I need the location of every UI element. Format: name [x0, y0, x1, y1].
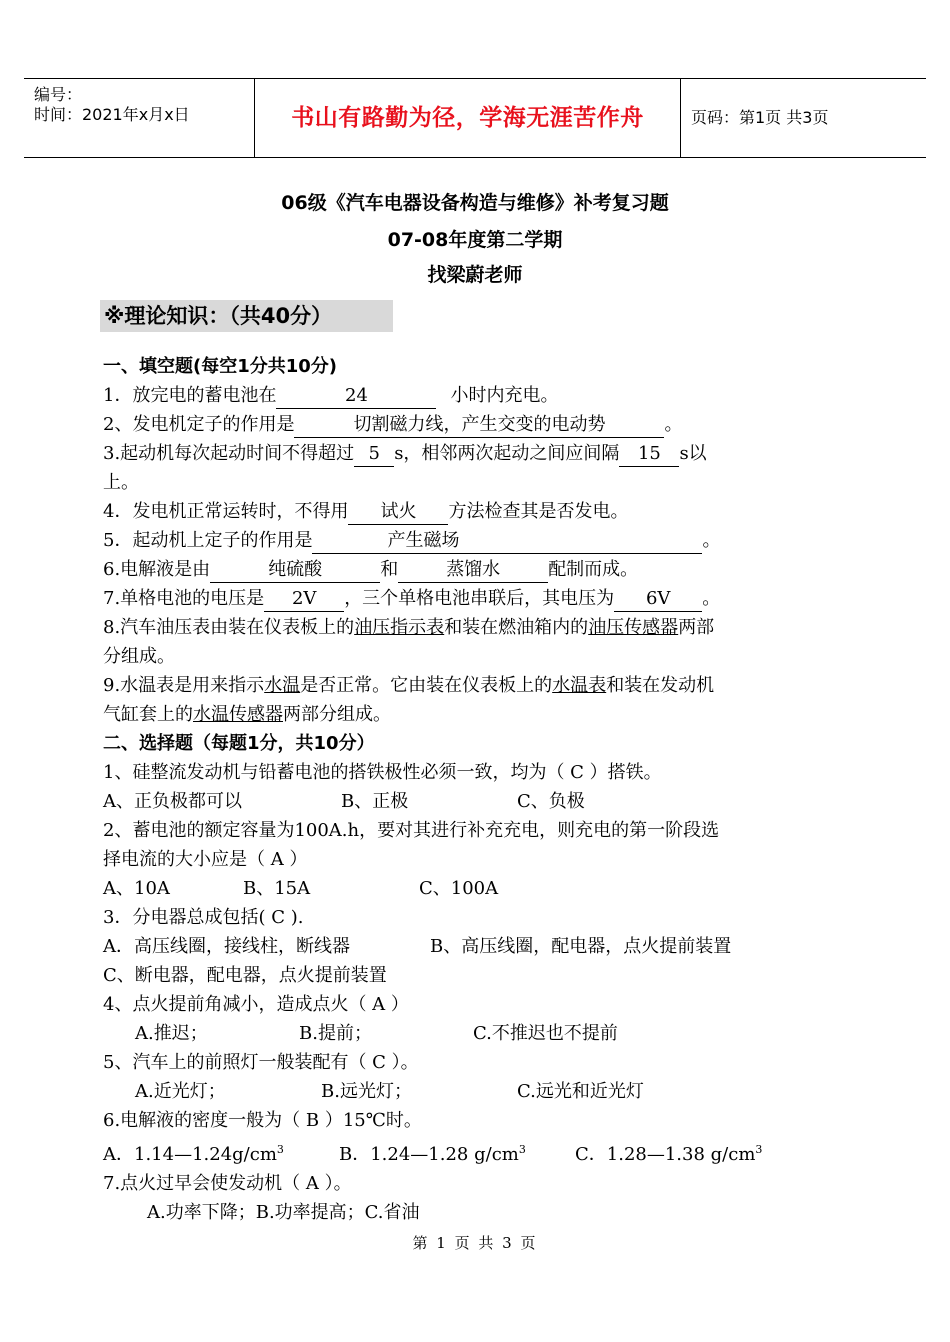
answer-blank: 2V	[264, 587, 344, 612]
choice-q5-options: A.近光灯； B.远光灯； C.远光和近光灯	[135, 1081, 644, 1102]
choice-q6-options: A．$1.14—1.24g/cm^3$ B．1.24—1.28 $g/cm^3$ C．1.28—1.38 $g/cm^3$	[103, 1143, 763, 1165]
answer-underlined: 水温传感器	[193, 704, 283, 725]
answer-underlined: 水温	[264, 675, 301, 696]
answer-blank: 纯硫酸	[210, 558, 380, 583]
doc-subtitle: 07-08年度第二学期	[387, 229, 563, 251]
answer-blank: 5	[354, 442, 394, 467]
doc-title: 06级《汽车电器设备构造与维修》补考复习题	[281, 192, 669, 214]
motto: 书山有路勤为径，学海无涯苦作舟	[291, 105, 644, 131]
choice-q1-options: A、正负极都可以 B、正极 C、负极	[103, 791, 585, 812]
question-content	[103, 352, 855, 1227]
answer-blank: 15	[619, 442, 679, 467]
fill-q7: 7.单格电池的电压是 2V ，三个单格电池串联后，其电压为 6V 。	[103, 584, 855, 613]
page-footer: 第 1 页 共 3 页	[412, 1234, 538, 1252]
doc-teacher: 找梁蔚老师	[427, 264, 523, 286]
header-motto-cell	[255, 79, 681, 157]
choice-q5: 5、汽车上的前照灯一般装配有（ C ）。	[103, 1052, 419, 1073]
choice-q1: 1、硅整流发动机与铅蓄电池的搭铁极性必须一致，均为（ C ）搭铁。	[103, 762, 662, 783]
page-info: 页码：第1页 共3页	[691, 108, 829, 127]
fill-q3: 3.起动机每次起动时间不得超过 5 s，相邻两次起动之间应间隔 15 s以	[103, 439, 855, 468]
header-meta-cell	[24, 79, 255, 157]
choice-q4: 4、点火提前角减小，造成点火（ A ）	[103, 994, 409, 1015]
fill-q5: 5．起动机上定子的作用是 产生磁场 。	[103, 526, 855, 555]
choice-q2: 2、蓄电池的额定容量为100A.h，要对其进行补充充电，则充电的第一阶段选	[103, 820, 720, 841]
fill-q8-cont: 分组成。	[103, 646, 175, 667]
number-label: 编号：	[34, 85, 83, 104]
choice-q2-options: A、10A B、15A C、100A	[103, 878, 499, 899]
answer-blank: 24	[276, 384, 436, 409]
choice-q6: 6.电解液的密度一般为（ B ）15℃时。	[103, 1110, 422, 1131]
answer-underlined: 油压传感器	[588, 617, 679, 638]
fill-q3-cont: 上。	[103, 472, 139, 493]
fill-q2: 2、发电机定子的作用是 切割磁力线，产生交变的电动势 。	[103, 410, 855, 439]
header-page-cell	[681, 79, 926, 157]
answer-blank: 试火	[348, 500, 448, 525]
time-label: 时间：2021年x月x日	[34, 105, 190, 124]
choice-q3-options-a: A．高压线圈，接线柱，断线器 B、高压线圈，配电器，点火提前装置	[103, 936, 732, 957]
answer-underlined: 水温表	[552, 675, 607, 696]
fill-q8: 8.汽车油压表由装在仪表板上的油压指示表和装在燃油箱内的油压传感器两部	[103, 617, 715, 638]
choice-q2-cont: 择电流的大小应是（ A ）	[103, 849, 308, 870]
fill-heading: 一、填空题(每空1分共10分)	[103, 356, 338, 377]
answer-blank: 切割磁力线，产生交变的电动势	[294, 413, 664, 438]
answer-blank: 产生磁场	[312, 529, 702, 554]
choice-q4-options: A.推迟； B.提前； C.不推迟也不提前	[135, 1023, 618, 1044]
choice-q7-options: A.功率下降；B.功率提高；C.省油	[147, 1202, 420, 1223]
choice-q7: 7.点火过早会使发动机（ A ）。	[103, 1173, 352, 1194]
answer-underlined: 油压指示表	[354, 617, 445, 638]
choice-heading: 二、选择题（每题1分，共10分）	[103, 733, 375, 754]
answer-blank: 6V	[614, 587, 702, 612]
answer-blank: 蒸馏水	[398, 558, 548, 583]
fill-q4: 4．发电机正常运转时，不得用 试火 方法检查其是否发电。	[103, 497, 855, 526]
choice-q3-options-c: C、断电器，配电器，点火提前装置	[103, 965, 387, 986]
header-table	[24, 78, 926, 158]
fill-q6: 6.电解液是由 纯硫酸 和 蒸馏水 配制而成。	[103, 555, 855, 584]
fill-q1: 1．放完电的蓄电池在 24 小时内充电。	[103, 381, 855, 410]
section-heading: ※理论知识：（共40分）	[100, 300, 393, 332]
fill-q9: 9.水温表是用来指示水温是否正常。它由装在仪表板上的水温表和装在发动机	[103, 675, 715, 696]
fill-q9-cont: 气缸套上的水温传感器两部分组成。	[103, 704, 391, 725]
choice-q3: 3．分电器总成包括( C ).	[103, 907, 304, 928]
